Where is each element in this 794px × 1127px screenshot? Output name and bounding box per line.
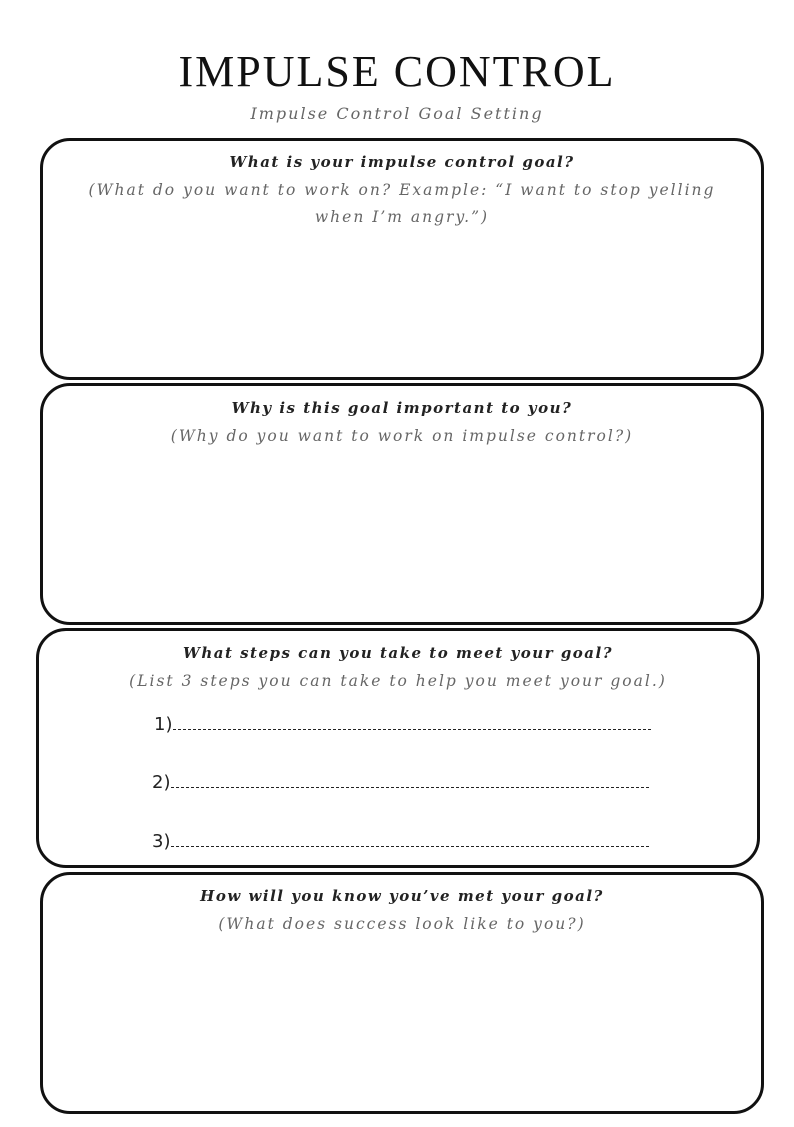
success-question: How will you know you’ve met your goal? bbox=[200, 887, 604, 905]
step-3-field[interactable] bbox=[152, 831, 649, 852]
goal-box[interactable] bbox=[40, 138, 764, 380]
step-2-label: 2) bbox=[152, 772, 171, 793]
importance-question: Why is this goal important to you? bbox=[231, 399, 573, 417]
step-1-field[interactable] bbox=[154, 714, 651, 735]
step-3-label: 3) bbox=[152, 831, 171, 852]
success-box[interactable] bbox=[40, 872, 764, 1114]
step-2-line bbox=[171, 773, 649, 788]
importance-box[interactable] bbox=[40, 383, 764, 625]
steps-hint: (List 3 steps you can take to help you meet your goal.) bbox=[129, 672, 667, 690]
goal-hint: (What do you want to work on? Example: “I want to stop yelling when I’m angry.”) bbox=[88, 181, 716, 226]
importance-hint: (Why do you want to work on impulse control?) bbox=[170, 427, 634, 445]
step-2-field[interactable] bbox=[152, 772, 649, 793]
step-1-label: 1) bbox=[154, 714, 173, 735]
steps-question: What steps can you take to meet your goal? bbox=[182, 644, 614, 662]
page-title: IMPULSE CONTROL bbox=[178, 47, 616, 96]
success-hint: (What does success look like to you?) bbox=[218, 915, 586, 933]
goal-question: What is your impulse control goal? bbox=[229, 153, 575, 171]
step-3-line bbox=[171, 832, 649, 847]
step-1-line bbox=[173, 715, 651, 730]
page-subtitle: Impulse Control Goal Setting bbox=[250, 104, 544, 123]
